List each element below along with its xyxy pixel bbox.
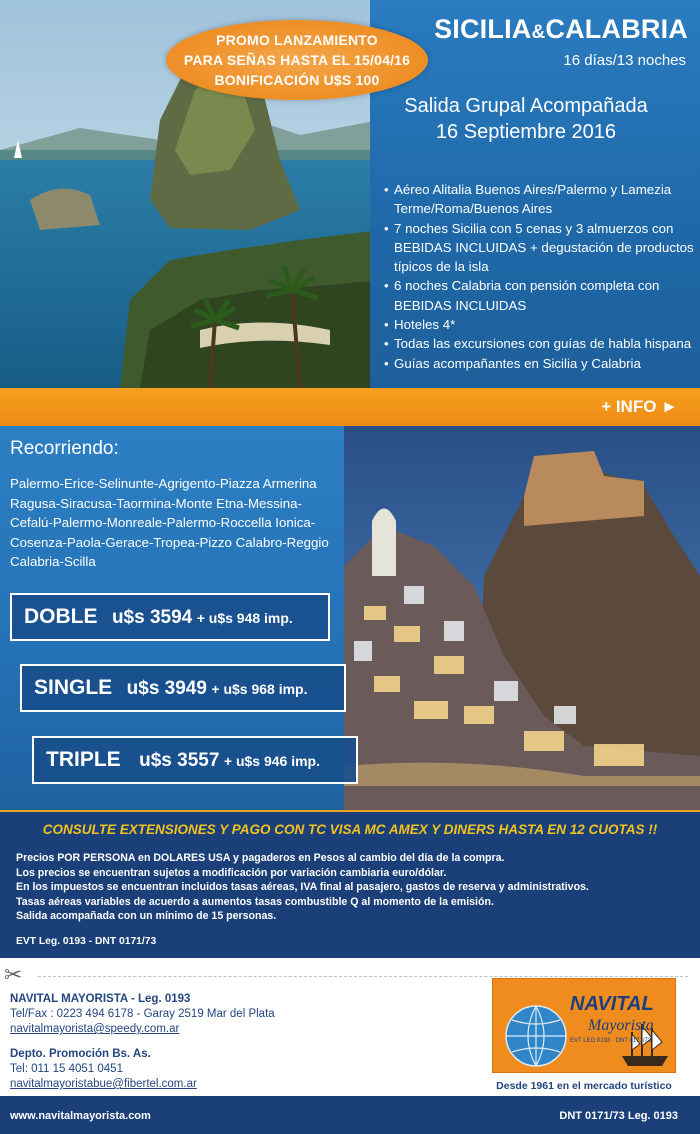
route-list bbox=[10, 474, 355, 572]
condition-line: Tasas aéreas variables de acuerdo a aumentos tasas combustible Q al momento de la emisión. bbox=[16, 895, 494, 908]
promo-badge bbox=[166, 20, 428, 100]
route-line: Ragusa-Siracusa-Taormina-Monte Etna-Messina- bbox=[10, 495, 302, 511]
promo-line: PARA SEÑAS HASTA EL 15/04/16 bbox=[183, 52, 411, 68]
info-button[interactable]: + INFO ► bbox=[601, 397, 678, 416]
departure-date: 16 Septiembre 2016 bbox=[435, 121, 617, 143]
feature-item: • Hoteles 4* bbox=[384, 315, 696, 334]
departure-type: Salida Grupal Acompañada bbox=[404, 95, 648, 117]
office-email-link[interactable]: navitalmayoristabue@fibertel.com.ar bbox=[10, 1078, 197, 1090]
promo-line: PROMO LANZAMIENTO bbox=[216, 32, 378, 48]
office-title: NAVITAL MAYORISTA - Leg. 0193 bbox=[10, 993, 191, 1005]
divider bbox=[0, 810, 700, 812]
condition-line: Salida acompañada con un mínimo de 15 personas. bbox=[16, 910, 277, 923]
office-phone: Tel/Fax : 0223 494 6178 - Garay 2519 Mar del Plata bbox=[10, 1008, 275, 1020]
route-line: Calabria-Scilla bbox=[10, 554, 96, 569]
hero-section bbox=[0, 0, 700, 388]
condition-line: Los precios se encuentran sujetos a modificación por variación cambiaria euro/dólar. bbox=[16, 866, 447, 879]
price-amount: u$s 3949 bbox=[126, 678, 207, 699]
scilla-photo bbox=[344, 426, 700, 810]
route-line: Cosenza-Paola-Gerace-Tropea-Pizzo Calabro-Reggio bbox=[10, 534, 329, 550]
title-part-a: SICILIA bbox=[434, 14, 532, 44]
payment-banner: CONSULTE EXTENSIONES Y PAGO CON TC VISA MC AMEX Y DINERS HASTA EN 12 CUOTAS !! bbox=[42, 822, 658, 837]
price-amount: u$s 3557 bbox=[139, 750, 220, 771]
price-doble bbox=[10, 593, 330, 641]
price-taxes: + u$s 946 imp. bbox=[223, 753, 320, 769]
office-phone: Tel: 011 15 4051 0451 bbox=[10, 1063, 123, 1075]
condition-line: Precios POR PERSONA en DOLARES USA y pagaderos en Pesos al cambio del día de la compra. bbox=[16, 852, 505, 864]
cut-line bbox=[38, 976, 688, 977]
price-single bbox=[20, 664, 346, 712]
feature-item: • Todas las excursiones con guías de habla hispana bbox=[384, 334, 696, 353]
company-tagline: Desde 1961 en el mercado turístico bbox=[496, 1080, 672, 1092]
legal-text: EVT Leg. 0193 - DNT 0171/73 bbox=[16, 936, 157, 947]
condition-line: En los impuestos se encuentran incluidos tasas aéreas, IVA final al pasajero, gastos de reserva y administrativos. bbox=[16, 881, 589, 894]
promo-line: BONIFICACIÓN U$S 100 bbox=[214, 72, 380, 88]
route-line: Palermo-Erice-Selinunte-Agrigento-Piazza Armerina bbox=[10, 476, 317, 491]
contacts-section bbox=[0, 958, 700, 1096]
itinerary-section bbox=[0, 426, 700, 810]
feature-item: • Aéreo Alitalia Buenos Aires/Palermo y Lamezia Terme/Roma/Buenos Aires bbox=[384, 180, 696, 219]
conditions-list bbox=[16, 851, 696, 924]
title-ampersand: & bbox=[531, 22, 546, 43]
info-bar bbox=[0, 388, 700, 426]
scissors-icon: ✂ bbox=[4, 962, 23, 987]
logo-name: NAVITAL bbox=[570, 993, 654, 1015]
room-type: DOBLE bbox=[24, 605, 98, 628]
footer-legal: DNT 0171/73 Leg. 0193 bbox=[559, 1110, 678, 1122]
navital-logo bbox=[492, 978, 676, 1073]
website-link[interactable]: www.navitalmayorista.com bbox=[10, 1110, 151, 1122]
route-title: Recorriendo: bbox=[10, 438, 119, 459]
duration-text: 16 días/13 noches bbox=[563, 52, 686, 69]
room-type: SINGLE bbox=[34, 676, 113, 699]
conditions-section bbox=[0, 810, 700, 958]
features-list bbox=[384, 180, 696, 373]
feature-item: • Guías acompañantes en Sicilia y Calabria bbox=[384, 354, 696, 373]
room-type: TRIPLE bbox=[46, 748, 121, 771]
logo-small-text: EVT LEG 0193 · DNT 0171/73 bbox=[570, 1038, 652, 1044]
logo-subtitle: Mayorista bbox=[588, 1017, 654, 1034]
office-title: Depto. Promoción Bs. As. bbox=[10, 1048, 151, 1060]
footer bbox=[0, 1096, 700, 1134]
departure-info bbox=[370, 93, 682, 145]
price-taxes: + u$s 948 imp. bbox=[196, 610, 293, 626]
price-triple bbox=[32, 736, 358, 784]
price-taxes: + u$s 968 imp. bbox=[211, 681, 308, 697]
title-part-b: CALABRIA bbox=[545, 14, 688, 44]
route-line: Cefalú-Palermo-Monreale-Palermo-Roccella Ionica- bbox=[10, 515, 316, 530]
feature-item: • 6 noches Calabria con pensión completa con BEBIDAS INCLUIDAS bbox=[384, 276, 696, 315]
office-email-link[interactable]: navitalmayorista@speedy.com.ar bbox=[10, 1023, 180, 1035]
price-amount: u$s 3594 bbox=[111, 607, 193, 628]
feature-item: • 7 noches Sicilia con 5 cenas y 3 almuerzos con BEBIDAS INCLUIDAS + degustación de productos típicos de la isla bbox=[384, 219, 696, 277]
